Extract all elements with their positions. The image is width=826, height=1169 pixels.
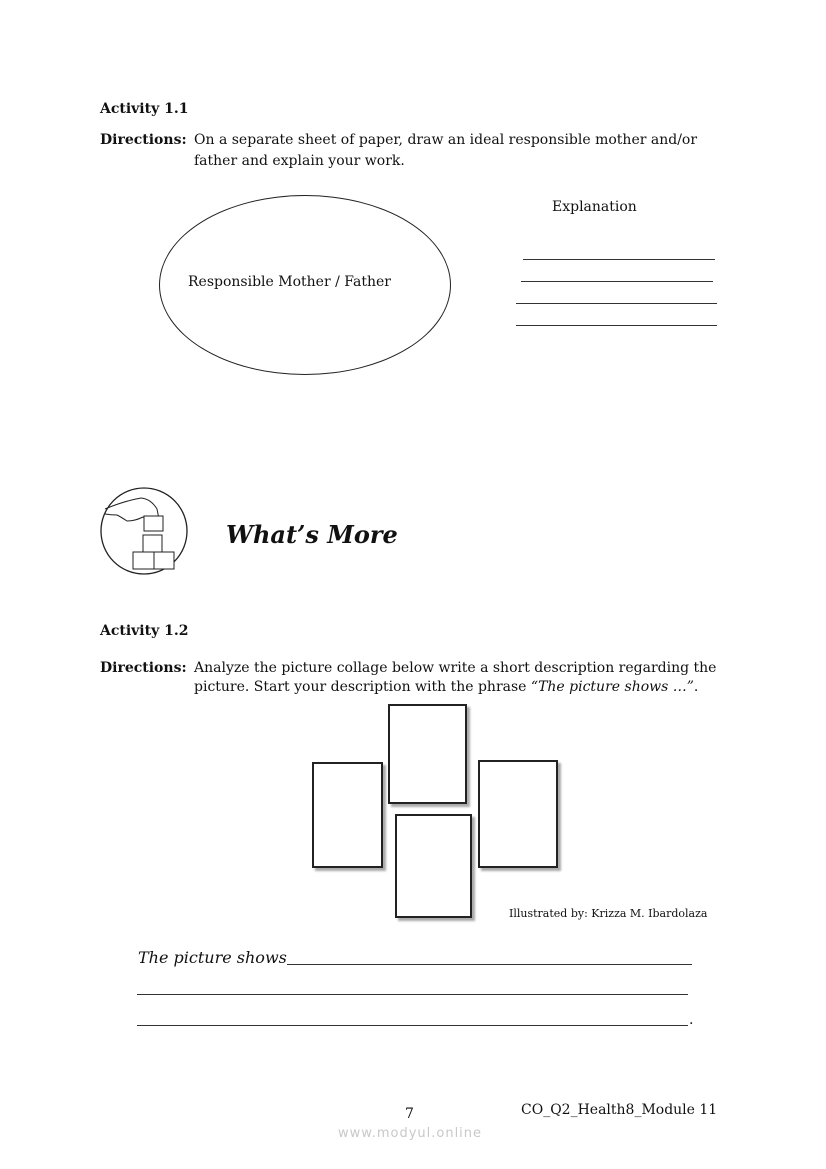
explanation-label: Explanation <box>552 199 637 215</box>
directions-text-4a: picture. Start your description with the phrase <box>194 679 531 695</box>
answer-line[interactable] <box>137 1025 688 1026</box>
answer-line[interactable] <box>287 964 692 965</box>
module-code: CO_Q2_Health8_Module 11 <box>521 1102 718 1118</box>
directions-text-2: father and explain your work. <box>194 153 405 169</box>
hand-stacking-blocks-icon <box>99 487 190 576</box>
explanation-line <box>516 325 717 326</box>
answer-prompt: The picture shows <box>138 948 287 967</box>
directions-label: Directions: <box>100 132 187 148</box>
collage-picture-poster <box>388 704 467 804</box>
directions-end: . <box>693 679 699 695</box>
collage-picture-mother-child <box>478 760 558 868</box>
illustration-credit: Illustrated by: Krizza M. Ibardolaza <box>509 907 708 920</box>
explanation-line <box>521 281 713 282</box>
watermark: www.modyul.online <box>338 1126 483 1141</box>
page-number: 7 <box>405 1106 414 1122</box>
collage-picture-clinic <box>395 814 472 918</box>
explanation-line <box>523 259 715 260</box>
directions-text-3: Analyze the picture collage below write a short description regarding the <box>194 660 717 676</box>
directions-label-2: Directions: <box>100 660 187 676</box>
directions-text: On a separate sheet of paper, draw an ideal responsible mother and/or <box>194 132 698 148</box>
section-title: What’s More <box>226 520 398 549</box>
directions-text-4 <box>194 679 698 695</box>
answer-line[interactable] <box>137 994 688 995</box>
activity-1-1-title: Activity 1.1 <box>100 101 189 117</box>
explanation-line <box>516 303 717 304</box>
activity-1-2-title: Activity 1.2 <box>100 623 189 639</box>
collage-picture-school <box>312 762 383 868</box>
directions-phrase: “The picture shows …” <box>530 679 694 695</box>
answer-end-period: . <box>689 1012 694 1028</box>
oval-label: Responsible Mother / Father <box>188 274 391 290</box>
